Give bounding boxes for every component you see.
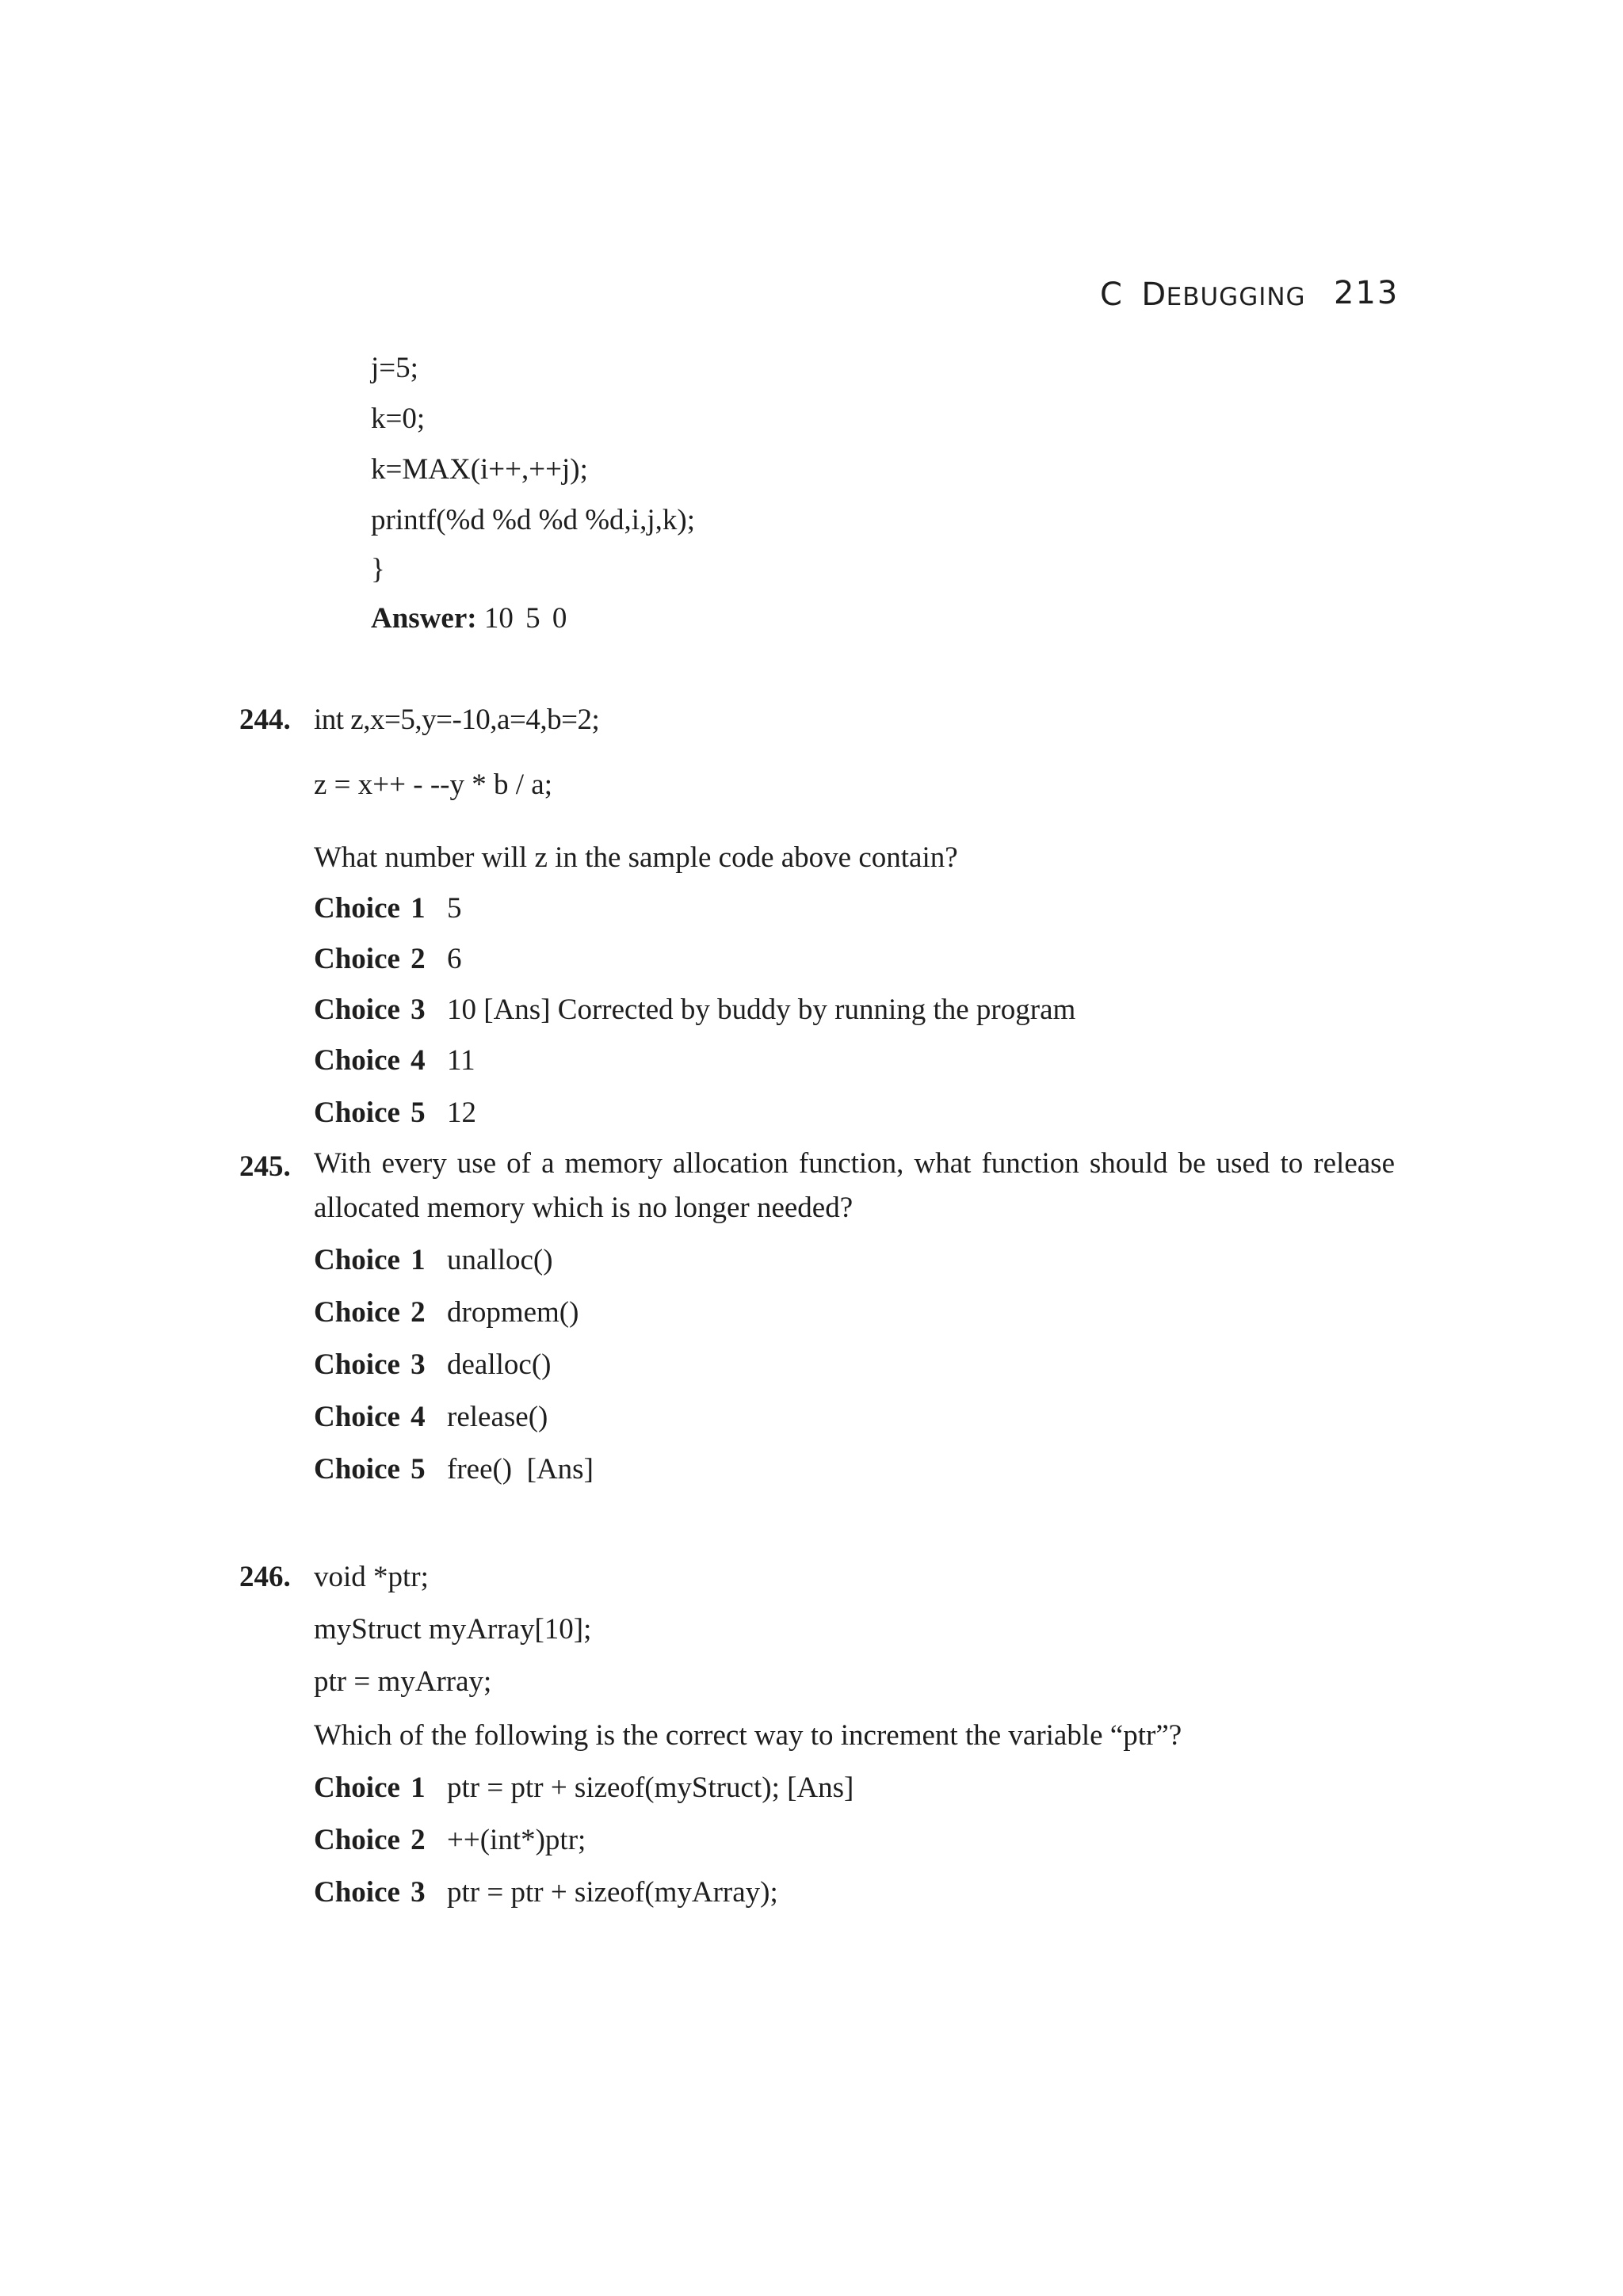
choice-text: 10 [Ans] Corrected by buddy by running the program	[447, 994, 1076, 1026]
page-number: 213	[1334, 275, 1400, 311]
code-line: j=5;	[371, 352, 418, 384]
choice-text: ptr = ptr + sizeof(myStruct); [Ans]	[447, 1772, 854, 1804]
code-line: k=0;	[371, 402, 426, 435]
choice-label: Choice 2	[314, 1296, 426, 1329]
choice-label: Choice 1	[314, 1772, 426, 1804]
choice	[314, 1878, 778, 1907]
choice-label: Choice 1	[314, 892, 426, 925]
running-head-small-caps: EBUGGING	[1166, 283, 1306, 311]
question-number: 245.	[239, 1150, 291, 1183]
choice	[314, 995, 1075, 1024]
question-text: With every use of a memory allocation function, what function should be used to release allocated memory which is no longer needed?	[314, 1147, 1395, 1224]
answer-value: 10 5 0	[483, 602, 567, 635]
choice-text: 5	[447, 892, 462, 925]
question-text: Which of the following is the correct way to increment the variable “ptr”?	[314, 1719, 1182, 1752]
choice-label: Choice 2	[314, 1824, 426, 1856]
choice-label: Choice 4	[314, 1044, 426, 1077]
running-head-first-letter: D	[1141, 277, 1167, 313]
choice-text: dealloc()	[447, 1348, 552, 1381]
choice-text: 12	[447, 1097, 476, 1129]
question-line: ptr = myArray;	[314, 1665, 492, 1698]
choice	[314, 1245, 553, 1275]
answer-label: Answer:	[371, 602, 477, 635]
answer-line	[371, 604, 567, 633]
code-line: printf(%d %d %d %d,i,j,k);	[371, 504, 695, 536]
choice	[314, 1298, 579, 1327]
choice	[314, 1773, 854, 1802]
choice-label: Choice 4	[314, 1401, 426, 1433]
choice	[314, 1455, 594, 1484]
choice-label: Choice 3	[314, 994, 426, 1026]
code-line: k=MAX(i++,++j);	[371, 453, 588, 486]
question-number: 244.	[239, 704, 291, 736]
choice-label: Choice 1	[314, 1244, 426, 1276]
choice	[314, 894, 462, 923]
choice	[314, 1402, 548, 1432]
choice	[314, 1046, 475, 1075]
choice-label: Choice 3	[314, 1348, 426, 1381]
running-head	[1100, 279, 1306, 311]
code-line: }	[371, 553, 385, 585]
running-head-initial: C	[1100, 277, 1123, 313]
choice-text: dropmem()	[447, 1296, 579, 1329]
choice-label: Choice 5	[314, 1453, 426, 1486]
question-line: myStruct myArray[10];	[314, 1613, 592, 1646]
choice-text: ++(int*)ptr;	[447, 1824, 586, 1856]
choice-text: 6	[447, 943, 462, 975]
question-line: int z,x=5,y=-10,a=4,b=2;	[314, 704, 600, 736]
choice-text: free() [Ans]	[447, 1453, 594, 1486]
choice	[314, 944, 462, 974]
choice-text: 11	[447, 1044, 475, 1077]
choice-text: release()	[447, 1401, 548, 1433]
choice-text: unalloc()	[447, 1244, 553, 1276]
choice	[314, 1350, 551, 1379]
choice-label: Choice 3	[314, 1876, 426, 1909]
choice	[314, 1825, 586, 1855]
choice	[314, 1098, 476, 1127]
question-line: void *ptr;	[314, 1561, 429, 1593]
choice-label: Choice 5	[314, 1097, 426, 1129]
choice-label: Choice 2	[314, 943, 426, 975]
question-number: 246.	[239, 1561, 291, 1593]
choice-text: ptr = ptr + sizeof(myArray);	[447, 1876, 778, 1909]
question-line: z = x++ - --y * b / a;	[314, 769, 552, 801]
question-text: What number will z in the sample code above contain?	[314, 841, 958, 874]
